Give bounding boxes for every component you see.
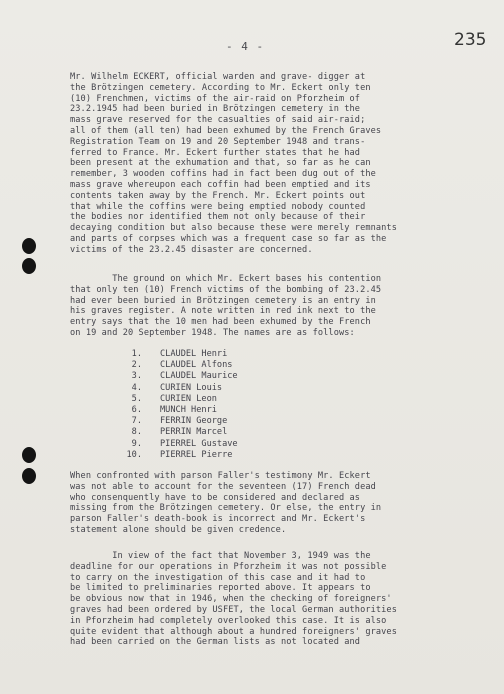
list-item: 10. PIERREL Pierre xyxy=(126,449,233,460)
list-item: 8. PERRIN Marcel xyxy=(131,427,228,438)
list-item: 1. CLAUDEL Henri xyxy=(131,349,228,359)
list-item: 3. CLAUDEL Maurice xyxy=(131,371,238,382)
list-item: 4. CURIEN Louis xyxy=(131,382,223,393)
paragraph-graves-register: The ground on which Mr. Eckert bases his contention that only ten (10) French victims of the bombing of 23.2.45 had ever been buried in Brötzingen cemetery is an entry in his graves register. A note written in red ink next to the entry says that the 10 men had been exhumed by the French on 19 and 20 September 1948. The names are as follows: xyxy=(70,274,382,338)
page-number: - 4 - xyxy=(226,40,265,53)
list-item: 2. CLAUDEL Alfons xyxy=(131,360,233,371)
list-item: 6. MUNCH Henri xyxy=(131,405,217,416)
punch-hole xyxy=(22,258,36,274)
punch-hole xyxy=(22,238,36,254)
folio-number: 235 xyxy=(454,30,487,50)
paragraph-faller-testimony: When confronted with parson Faller's testimony Mr. Eckert was not able to account for the seventeen (17) French dead who consenquently have to be considered and declared as missing from the Brötzingen cemetery. Or else, the entry in parson Faller's death-book is incorrect and Mr. Eckert's statement alone should be given credence. xyxy=(70,471,382,535)
punch-hole xyxy=(22,468,36,484)
list-item: 7. FERRIN George xyxy=(131,416,228,427)
punch-hole xyxy=(22,447,36,463)
paragraph-eckert-statement: Mr. Wilhelm ECKERT, official warden and grave- digger at the Brötzingen cemetery. According to Mr. Eckert only ten (10) Frenchmen, victims of the air-raid on Pforzheim of 23.2.1945 had been buried in Brötzingen cemetery in the mass grave reserved for the casualties of said air-raid; all of them (all ten) had been exhumed by the French Graves Registration Team on 19 and 20 September 1948 and trans- ferred to France. Mr. Eckert further states that he had been present at the exhumation and that, so far as he can remember, 3 wooden coffins had in fact been dug out of the mass grave whereupon each coffin had been emptied and its contents taken away by the French. Mr. Eckert points out that while the coffins were being emptied nobody counted the bodies nor identified them not only because of their decaying condition but also because these were merely remnants and parts of corpses which was a frequent case so far as the victims of the 23.2.45 disaster are concerned. xyxy=(70,72,397,255)
list-item: 9. PIERREL Gustave xyxy=(131,438,238,449)
paragraph-deadline: In view of the fact that November 3, 1949 was the deadline for our operations in Pforzheim it was not possible to carry on the investigation of this case and it had to be limited to preliminaries reported above. It appears to be obvious now that in 1946, when the checking of foreigners' graves had been ordered by USFET, the local German authorities in Pforzheim had completely overlooked this case. It is also quite evident that although about a hundred foreigners' graves had been carried on the German lists as not located and xyxy=(70,551,397,648)
names-list xyxy=(118,349,238,461)
list-item: 5. CURIEN Leon xyxy=(131,393,217,404)
